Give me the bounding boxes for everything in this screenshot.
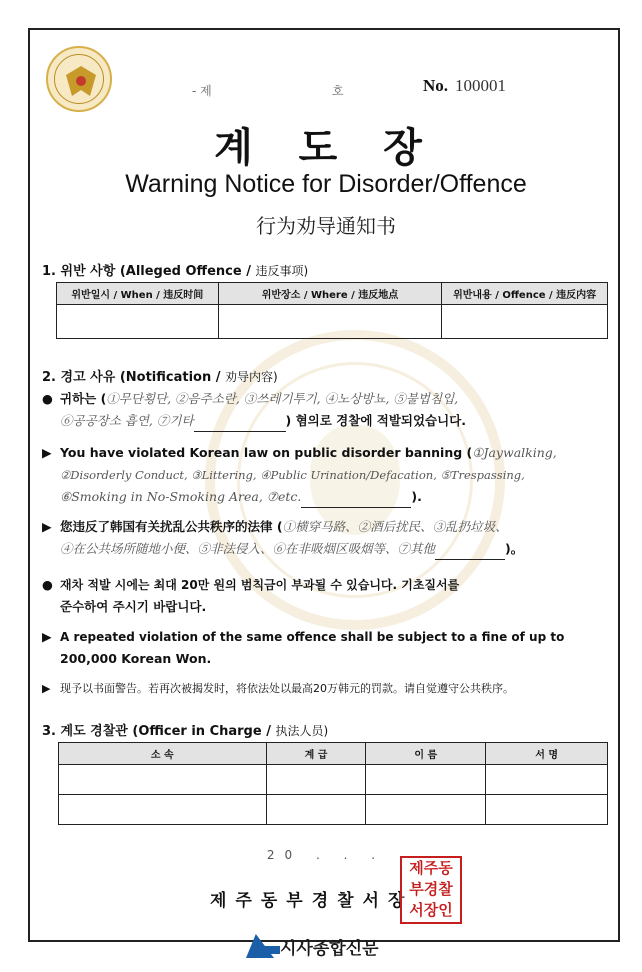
bullet-triangle-icon: ▶ (42, 519, 52, 534)
section1-heading: 1. 위반 사항 (Alleged Offence / 违反事项) (42, 264, 309, 279)
bullet-circle-icon: ● (42, 577, 53, 592)
official-seal: 제주동 부경찰 서장인 (400, 856, 462, 924)
name-field[interactable] (366, 795, 486, 825)
bullet-triangle-icon: ▶ (42, 445, 52, 460)
publisher-name: 시사종합신문 (280, 939, 379, 959)
english-offence-line: ▶ You have violated Korean law on public disorder banning (①Jaywalking, ②Disorderly Conduct, ③Littering, ④Public Urination/Defacation, ⑤Trespassing, ⑥Smoking in No-Smoking Area, ⑦etc. ). (42, 442, 614, 508)
serial-label: - 제 (192, 84, 212, 98)
column-department: 소 속 (59, 743, 267, 765)
other-offence-blank-en[interactable] (301, 492, 411, 508)
column-offence: 위반내용 / Offence / 违反内容 (442, 283, 608, 305)
issuing-authority: 제주동부경찰서장 (210, 891, 414, 911)
police-emblem-icon (46, 46, 112, 112)
bullet-triangle-icon: ▶ (42, 629, 52, 644)
column-name: 이 름 (366, 743, 486, 765)
column-when: 위반일시 / When / 违反时间 (57, 283, 219, 305)
number-value: 100001 (455, 76, 506, 95)
offence-field[interactable] (442, 305, 608, 339)
chinese-fine-line: ▶ 现予以书面警告。若再次被揭发时，将依法处以最高20万韩元的罚款。请自觉遵守公共秩序。 (42, 678, 614, 700)
name-field[interactable] (366, 765, 486, 795)
signature-field[interactable] (486, 765, 608, 795)
english-fine-line: ▶ A repeated violation of the same offence shall be subject to a fine of up to 200,000 Korean Won. (42, 626, 614, 670)
chinese-offence-line: ▶ 您违反了韩国有关扰乱公共秩序的法律 (①横穿马路、②酒后扰民、③乱扔垃圾、 ④在公共场所随地小便、⑤非法侵入、⑥在非吸烟区吸烟等、⑦其他 )。 (42, 516, 614, 560)
when-field[interactable] (57, 305, 219, 339)
korean-offence-line: ● 귀하는 (①무단횡단, ②음주소란, ③쓰레기투기, ④노상방뇨, ⑤불법침입, ⑥공공장소 흡연, ⑦기타 ) 혐의로 경찰에 적발되었습니다. (42, 388, 614, 432)
column-rank: 계 급 (266, 743, 366, 765)
section3-heading: 3. 계도 경찰관 (Officer in Charge / 执法人员) (42, 724, 329, 739)
column-where: 위반장소 / Where / 违反地点 (218, 283, 442, 305)
section2-heading: 2. 경고 사유 (Notification / 劝导内容) (42, 370, 278, 385)
korean-fine-line: ● 재차 적발 시에는 최대 20만 원의 범칙금이 부과될 수 있습니다. 기초질서를 준수하여 주시기 바랍니다. (42, 574, 614, 618)
title-korean: 계 도 장 (214, 125, 438, 171)
title-english: Warning Notice for Disorder/Offence (125, 170, 527, 198)
rank-field[interactable] (266, 765, 366, 795)
bullet-triangle-icon: ▶ (42, 682, 51, 695)
signature-field[interactable] (486, 795, 608, 825)
column-signature: 서 명 (486, 743, 608, 765)
offence-table (56, 282, 608, 339)
serial-suffix: 호 (332, 84, 344, 98)
where-field[interactable] (218, 305, 442, 339)
publisher-logo (246, 930, 396, 962)
department-field[interactable] (59, 765, 267, 795)
number-label: No. (423, 76, 449, 95)
officer-table (58, 742, 608, 825)
bullet-circle-icon: ● (42, 391, 53, 406)
other-offence-blank-zh[interactable] (435, 544, 505, 560)
department-field[interactable] (59, 795, 267, 825)
issue-date: 20 . . . (266, 848, 386, 862)
title-chinese: 行为劝导通知书 (256, 214, 396, 238)
rank-field[interactable] (266, 795, 366, 825)
other-offence-blank-ko[interactable] (194, 416, 286, 432)
warning-notice-form (28, 28, 620, 942)
